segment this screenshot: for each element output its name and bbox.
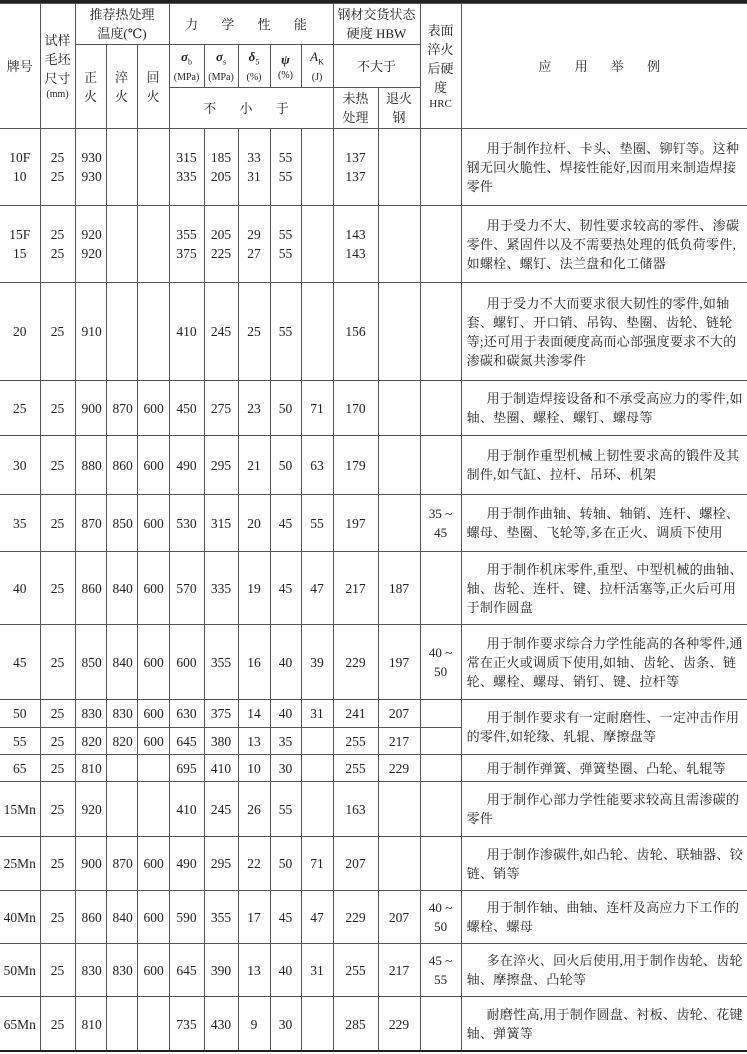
table-row (0, 625, 747, 700)
table-row (0, 782, 747, 837)
hrc-cell (420, 997, 461, 1052)
application-cell: 用于制作机床零件,重型、中型机械的曲轴、轴、齿轮、连杆、键、拉杆活塞等,正火后可用于制作圆盘 (461, 552, 747, 625)
grade-cell: 30 (0, 436, 40, 495)
hbw-annealed-cell (378, 129, 420, 206)
hbw-annealed-cell: 207 (378, 700, 420, 728)
quenching-cell (106, 129, 137, 206)
quenching-cell: 840 (106, 552, 137, 625)
sigma-b-cell: 315 335 (169, 129, 204, 206)
normalizing-cell: 900 (75, 837, 106, 891)
tempering-cell: 600 (137, 700, 169, 728)
delta5-cell: 29 27 (238, 206, 270, 283)
application-cell: 用于受力不大、韧性要求较高的零件、渗碳零件、紧固件以及不需要热处理的低负荷零件,如螺栓、螺钉、法兰盘和化工储器 (461, 206, 747, 283)
psi-cell: 30 (270, 997, 301, 1052)
hrc-cell (420, 782, 461, 837)
hrc-cell: 40 ~ 50 (420, 891, 461, 944)
ak-cell: 47 (301, 552, 333, 625)
size-cell: 25 (40, 552, 75, 625)
table-row (0, 837, 747, 891)
ak-cell (301, 755, 333, 782)
psi-cell: 45 (270, 495, 301, 552)
application-cell: 多在淬火、回火后使用,用于制作齿轮、齿轮轴、摩擦盘、凸轮等 (461, 944, 747, 997)
quenching-cell (106, 755, 137, 782)
sigma-s-cell: 275 (204, 381, 238, 436)
application-cell: 用于制造焊接设备和不承受高应力的零件,如轴、垫圈、螺栓、螺钉、螺母等 (461, 381, 747, 436)
header-quenching: 淬 火 (106, 45, 137, 129)
hbw-untreated-cell: 255 (333, 728, 378, 755)
psi-cell: 40 (270, 700, 301, 728)
size-cell: 25 (40, 728, 75, 755)
hbw-untreated-cell: 255 (333, 944, 378, 997)
header-not-greater-than: 不大于 (333, 45, 420, 88)
quenching-cell (106, 206, 137, 283)
quenching-cell: 870 (106, 381, 137, 436)
size-cell: 25 (40, 997, 75, 1052)
hbw-untreated-cell: 241 (333, 700, 378, 728)
header-untreated: 未热 处理 (333, 88, 378, 129)
size-cell: 25 (40, 495, 75, 552)
header-psi: ψ (%) (270, 45, 301, 88)
normalizing-cell: 830 (75, 700, 106, 728)
hbw-untreated-cell: 229 (333, 625, 378, 700)
hbw-annealed-cell (378, 495, 420, 552)
sigma-b-cell: 735 (169, 997, 204, 1052)
header-annealed: 退火 钢 (378, 88, 420, 129)
delta5-cell: 16 (238, 625, 270, 700)
ak-cell: 39 (301, 625, 333, 700)
ak-cell (301, 206, 333, 283)
delta5-cell: 22 (238, 837, 270, 891)
sigma-b-cell: 570 (169, 552, 204, 625)
header-delta5: $\delta_5$ (%) (238, 45, 270, 88)
sigma-b-cell: 450 (169, 381, 204, 436)
hrc-cell: 40 ~ 50 (420, 625, 461, 700)
sigma-b-cell: 630 (169, 700, 204, 728)
application-cell: 用于制作曲轴、转轴、轴销、连杆、螺栓、螺母、垫圈、飞轮等,多在正火、调质下使用 (461, 495, 747, 552)
quenching-cell (106, 997, 137, 1052)
hrc-cell (420, 700, 461, 728)
hbw-untreated-cell: 255 (333, 755, 378, 782)
ak-cell: 55 (301, 495, 333, 552)
table-row (0, 700, 747, 728)
quenching-cell: 850 (106, 495, 137, 552)
hbw-untreated-cell: 197 (333, 495, 378, 552)
hbw-annealed-cell (378, 283, 420, 381)
grade-cell: 65 (0, 755, 40, 782)
sigma-s-cell: 380 (204, 728, 238, 755)
normalizing-cell: 930 930 (75, 129, 106, 206)
ak-cell (301, 129, 333, 206)
normalizing-cell: 870 (75, 495, 106, 552)
hbw-annealed-cell: 217 (378, 728, 420, 755)
grade-cell: 50Mn (0, 944, 40, 997)
hbw-untreated-cell: 229 (333, 891, 378, 944)
sigma-b-cell: 590 (169, 891, 204, 944)
table-row (0, 381, 747, 436)
hbw-annealed-cell: 229 (378, 997, 420, 1052)
table-bottom-rule (0, 1050, 747, 1052)
delta5-cell: 19 (238, 552, 270, 625)
application-cell: 用于受力不大而要求很大韧性的零件,如轴套、螺钉、开口销、吊钩、垫圈、齿轮、链轮等;还可用于表面硬度高而心部强度要求不大的渗碳和碳氮共渗零件 (461, 283, 747, 381)
grade-cell: 50 (0, 700, 40, 728)
delta5-cell: 23 (238, 381, 270, 436)
hbw-annealed-cell (378, 837, 420, 891)
table-row (0, 206, 747, 283)
hrc-cell (420, 755, 461, 782)
application-cell: 用于制作拉杆、卡头、垫圈、铆钉等。这种钢无回火脆性、焊接性能好,因而用来制造焊接零件 (461, 129, 747, 206)
size-cell: 25 (40, 891, 75, 944)
grade-cell: 40 (0, 552, 40, 625)
size-cell: 25 (40, 436, 75, 495)
sigma-b-cell: 355 375 (169, 206, 204, 283)
application-cell: 用于制作重型机械上韧性要求高的锻件及其制件,如气缸、拉杆、吊环、机架 (461, 436, 747, 495)
ak-cell: 31 (301, 944, 333, 997)
psi-cell: 30 (270, 755, 301, 782)
hrc-cell (420, 129, 461, 206)
delta5-cell: 14 (238, 700, 270, 728)
size-cell: 25 (40, 283, 75, 381)
size-cell: 25 (40, 755, 75, 782)
grade-cell: 10F 10 (0, 129, 40, 206)
size-cell: 25 (40, 944, 75, 997)
table-row (0, 891, 747, 944)
grade-cell: 40Mn (0, 891, 40, 944)
size-cell: 25 25 (40, 129, 75, 206)
tempering-cell (137, 755, 169, 782)
sigma-s-cell: 245 (204, 782, 238, 837)
tempering-cell: 600 (137, 436, 169, 495)
hbw-annealed-cell: 217 (378, 944, 420, 997)
size-cell: 25 (40, 782, 75, 837)
ak-cell (301, 283, 333, 381)
quenching-cell (106, 782, 137, 837)
normalizing-cell: 860 (75, 552, 106, 625)
table-row (0, 436, 747, 495)
hbw-annealed-cell: 229 (378, 755, 420, 782)
header-application: 应 用 举 例 (461, 4, 747, 129)
psi-cell: 50 (270, 436, 301, 495)
size-cell: 25 (40, 625, 75, 700)
psi-cell: 50 (270, 837, 301, 891)
delta5-cell: 33 31 (238, 129, 270, 206)
delta5-cell: 26 (238, 782, 270, 837)
sigma-s-cell: 335 (204, 552, 238, 625)
normalizing-cell: 810 (75, 997, 106, 1052)
grade-cell: 45 (0, 625, 40, 700)
quenching-cell: 820 (106, 728, 137, 755)
header-sigma-s: $\sigma_s$ (MPa) (204, 45, 238, 88)
psi-cell: 45 (270, 552, 301, 625)
table-row (0, 283, 747, 381)
delta5-cell: 20 (238, 495, 270, 552)
sigma-s-cell: 410 (204, 755, 238, 782)
normalizing-cell: 910 (75, 283, 106, 381)
ak-cell (301, 782, 333, 837)
psi-cell: 45 (270, 891, 301, 944)
sigma-s-cell: 390 (204, 944, 238, 997)
header-ak: $A_K$ (J) (301, 45, 333, 88)
header-not-less-than: 不 小 于 (169, 88, 333, 129)
table-row (0, 552, 747, 625)
application-cell: 用于制作轴、曲轴、连杆及高应力下工作的螺栓、螺母 (461, 891, 747, 944)
normalizing-cell: 900 (75, 381, 106, 436)
hbw-untreated-cell: 217 (333, 552, 378, 625)
sigma-s-cell: 430 (204, 997, 238, 1052)
quenching-cell (106, 283, 137, 381)
header-normalizing: 正 火 (75, 45, 106, 129)
grade-cell: 15F 15 (0, 206, 40, 283)
tempering-cell: 600 (137, 944, 169, 997)
psi-cell: 55 55 (270, 206, 301, 283)
psi-cell: 55 55 (270, 129, 301, 206)
hrc-cell: 35 ~ 45 (420, 495, 461, 552)
hrc-cell (420, 381, 461, 436)
size-cell: 25 (40, 700, 75, 728)
ak-cell: 71 (301, 381, 333, 436)
hbw-untreated-cell: 163 (333, 782, 378, 837)
table-row (0, 129, 747, 206)
hbw-annealed-cell (378, 436, 420, 495)
sigma-s-cell: 315 (204, 495, 238, 552)
delta5-cell: 25 (238, 283, 270, 381)
psi-cell: 55 (270, 283, 301, 381)
quenching-cell: 870 (106, 837, 137, 891)
sigma-b-cell: 530 (169, 495, 204, 552)
carbon-steel-properties-table (0, 3, 747, 1052)
delta5-cell: 13 (238, 728, 270, 755)
tempering-cell: 600 (137, 495, 169, 552)
sigma-b-cell: 490 (169, 837, 204, 891)
normalizing-cell: 920 (75, 782, 106, 837)
psi-cell: 50 (270, 381, 301, 436)
sigma-s-cell: 355 (204, 625, 238, 700)
table-row (0, 755, 747, 782)
grade-cell: 15Mn (0, 782, 40, 837)
table-row (0, 495, 747, 552)
sigma-s-cell: 205 225 (204, 206, 238, 283)
delta5-cell: 10 (238, 755, 270, 782)
psi-cell: 40 (270, 944, 301, 997)
size-cell: 25 (40, 837, 75, 891)
hrc-cell: 45 ~ 55 (420, 944, 461, 997)
quenching-cell: 840 (106, 625, 137, 700)
hrc-cell (420, 283, 461, 381)
tempering-cell: 600 (137, 837, 169, 891)
ak-cell (301, 997, 333, 1052)
grade-cell: 20 (0, 283, 40, 381)
sigma-s-cell: 375 (204, 700, 238, 728)
sigma-b-cell: 645 (169, 728, 204, 755)
sigma-b-cell: 490 (169, 436, 204, 495)
hbw-untreated-cell: 156 (333, 283, 378, 381)
hbw-annealed-cell: 197 (378, 625, 420, 700)
grade-cell: 25Mn (0, 837, 40, 891)
delta5-cell: 9 (238, 997, 270, 1052)
sigma-s-cell: 355 (204, 891, 238, 944)
size-cell: 25 (40, 381, 75, 436)
tempering-cell: 600 (137, 891, 169, 944)
header-sample-size: 试样 毛坯 尺寸 (mm) (40, 4, 75, 129)
sigma-b-cell: 600 (169, 625, 204, 700)
normalizing-cell: 880 (75, 436, 106, 495)
grade-cell: 35 (0, 495, 40, 552)
table-row (0, 997, 747, 1052)
psi-cell: 40 (270, 625, 301, 700)
normalizing-cell: 860 (75, 891, 106, 944)
hbw-untreated-cell: 285 (333, 997, 378, 1052)
normalizing-cell: 830 (75, 944, 106, 997)
application-cell: 用于制作要求综合力学性能高的各种零件,通常在正火或调质下使用,如轴、齿轮、齿条、链轮、螺栓、螺母、销钉、键、拉杆等 (461, 625, 747, 700)
application-cell: 耐磨性高,用于制作圆盘、衬板、齿轮、花键轴、弹簧等 (461, 997, 747, 1052)
tempering-cell: 600 (137, 625, 169, 700)
header-hardness: 钢材交货状态 硬度 HBW (333, 4, 420, 45)
size-cell: 25 25 (40, 206, 75, 283)
tempering-cell: 600 (137, 381, 169, 436)
table-row (0, 944, 747, 997)
normalizing-cell: 820 (75, 728, 106, 755)
quenching-cell: 860 (106, 436, 137, 495)
application-cell: 用于制作心部力学性能要求较高且需渗碳的零件 (461, 782, 747, 837)
sigma-b-cell: 695 (169, 755, 204, 782)
quenching-cell: 830 (106, 700, 137, 728)
hbw-annealed-cell: 207 (378, 891, 420, 944)
application-cell: 用于制作弹簧、弹簧垫圈、凸轮、轧辊等 (461, 755, 747, 782)
hrc-cell (420, 728, 461, 755)
application-cell: 用于制作要求有一定耐磨性、一定冲击作用的零件,如轮缘、轧辊、摩擦盘等 (461, 700, 747, 755)
sigma-s-cell: 295 (204, 837, 238, 891)
hbw-untreated-cell: 207 (333, 837, 378, 891)
ak-cell: 47 (301, 891, 333, 944)
hbw-untreated-cell: 137 137 (333, 129, 378, 206)
hrc-cell (420, 552, 461, 625)
normalizing-cell: 920 920 (75, 206, 106, 283)
tempering-cell (137, 129, 169, 206)
sigma-b-cell: 645 (169, 944, 204, 997)
hrc-cell (420, 837, 461, 891)
ak-cell: 71 (301, 837, 333, 891)
hbw-annealed-cell: 187 (378, 552, 420, 625)
hrc-cell (420, 436, 461, 495)
ak-cell: 31 (301, 700, 333, 728)
tempering-cell (137, 997, 169, 1052)
header-grade: 牌号 (0, 4, 40, 129)
grade-cell: 25 (0, 381, 40, 436)
delta5-cell: 17 (238, 891, 270, 944)
hbw-annealed-cell (378, 782, 420, 837)
hbw-untreated-cell: 170 (333, 381, 378, 436)
ak-cell (301, 728, 333, 755)
tempering-cell (137, 283, 169, 381)
header-mechanical: 力 学 性 能 (169, 4, 333, 45)
tempering-cell (137, 782, 169, 837)
hbw-annealed-cell (378, 206, 420, 283)
ak-cell: 63 (301, 436, 333, 495)
header-tempering: 回 火 (137, 45, 169, 129)
hbw-untreated-cell: 179 (333, 436, 378, 495)
tempering-cell: 600 (137, 728, 169, 755)
quenching-cell: 840 (106, 891, 137, 944)
hbw-annealed-cell (378, 381, 420, 436)
psi-cell: 35 (270, 728, 301, 755)
quenching-cell: 830 (106, 944, 137, 997)
tempering-cell (137, 206, 169, 283)
sigma-b-cell: 410 (169, 283, 204, 381)
tempering-cell: 600 (137, 552, 169, 625)
application-cell: 用于制作渗碳件,如凸轮、齿轮、联轴器、铰链、销等 (461, 837, 747, 891)
grade-cell: 55 (0, 728, 40, 755)
sigma-s-cell: 295 (204, 436, 238, 495)
sigma-s-cell: 185 205 (204, 129, 238, 206)
psi-cell: 55 (270, 782, 301, 837)
hbw-untreated-cell: 143 143 (333, 206, 378, 283)
grade-cell: 65Mn (0, 997, 40, 1052)
header-surface-hrc: 表面 淬火 后硬 度 HRC (420, 4, 461, 129)
sigma-s-cell: 245 (204, 283, 238, 381)
hrc-cell (420, 206, 461, 283)
normalizing-cell: 810 (75, 755, 106, 782)
normalizing-cell: 850 (75, 625, 106, 700)
sigma-b-cell: 410 (169, 782, 204, 837)
header-sigma-b: $\sigma_b$ (MPa) (169, 45, 204, 88)
delta5-cell: 21 (238, 436, 270, 495)
header-heat-treatment: 推荐热处理 温度(℃) (75, 4, 169, 45)
delta5-cell: 13 (238, 944, 270, 997)
